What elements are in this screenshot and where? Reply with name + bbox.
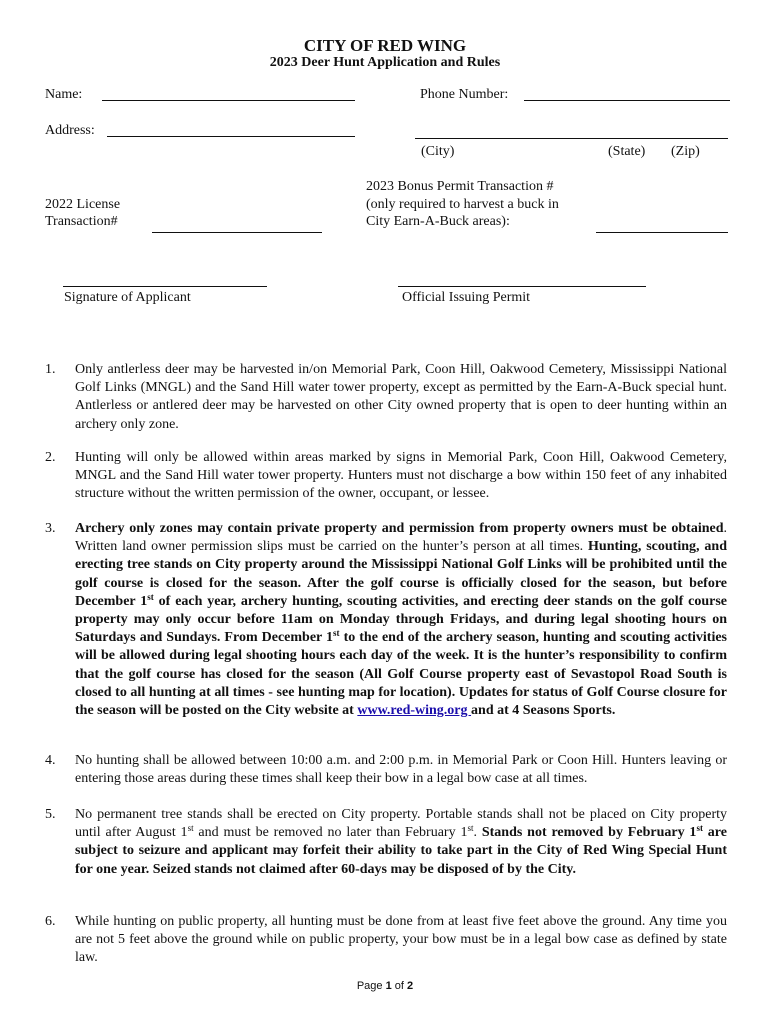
city-website-link[interactable]: www.red-wing.org [357, 703, 472, 719]
address-label: Address: [45, 123, 95, 138]
bonus-transaction-field[interactable] [596, 232, 728, 233]
bonus-label-line3: City Earn-A-Buck areas): [366, 214, 510, 229]
rule-5-sup-2: st [467, 823, 474, 834]
rule-text [75, 361, 727, 434]
page-title: CITY OF RED WING [303, 36, 467, 55]
rule-3-sup-1: st [147, 591, 154, 602]
rule-5-plain-a: No permanent tree stands shall be erected on City property. Portable stands shall not be placed on City property until after August 1 [75, 807, 727, 841]
rule-3-bold-a: Archery only zones may contain private property and permission from property owners must be obtained [75, 521, 724, 536]
signature-field[interactable] [63, 286, 267, 287]
rule-text [75, 449, 727, 504]
rule-5-plain-c: . [473, 825, 482, 841]
rule-2-text: Hunting will only be allowed within areas marked by signs in Memorial Park, Coon Hill, Oakwood Cemetery, MNGL and the Sand Hill water tower property. Hunters must not discharge a bow within 150 feet of any inhabited structure without the written permission of the owner, occupant, or lessee. [75, 450, 727, 502]
rule-3-bold-f: and at 4 Seasons Sports. [471, 703, 616, 719]
license-label-line1: 2022 License [45, 197, 121, 212]
name-field[interactable] [102, 100, 355, 101]
signature-label: Signature of Applicant [64, 290, 191, 305]
rule-4-text: No hunting shall be allowed between 10:00 a.m. and 2:00 p.m. in Memorial Park or Coon Hill. Hunters leaving or entering those areas during these times shall keep their bow in a legal bow case at all times. [75, 753, 727, 787]
issuing-permit-field[interactable] [398, 286, 646, 287]
rule-3-bold-d: of each year, archery hunting, scouting activities, and erecting deer stands on the golf course property may only occur before 11am on Monday through Fridays, and during legal shooting hours on Saturdays and Sundays. From December 1 [75, 593, 728, 646]
rule-text [75, 913, 727, 968]
rule-5-bold-d: Stands not removed by February 1 [481, 825, 697, 841]
rule-1-text: Only antlerless deer may be harvested in/on Memorial Park, Coon Hill, Oakwood Cemetery, Mississippi National Golf Links (MNGL) and the Sand Hill water tower property, except as permitted by the Earn-A-Buck special hunt. Antlerless or antlered deer may be harvested on other City owned property that is open to deer hunting within an archery only zone. [75, 362, 727, 432]
bonus-label-line2: (only required to harvest a buck in [366, 197, 559, 212]
rule-6-text: While hunting on public property, all hunting must be done from at least five feet above the ground. Any time you are not 5 feet above the ground while on public property, your bow must be in a legal bow case as defined by state law. [75, 914, 727, 966]
address-field[interactable] [107, 136, 355, 137]
rule-3-bold-e: to the end of the archery season, hunting and scouting activities will be allowed during legal shooting hours each day of the week. It is the hunter’s responsibility to confirm that the golf course has closed for the season (All Golf Course property east of Sevastopol Road South is closed to all hunting at all times - see hunting map for location). Updates for status of Golf Course closure for the season will be posted on the City website at [75, 630, 727, 719]
footer-of: of [391, 980, 408, 992]
phone-field[interactable] [524, 100, 730, 101]
rule-number: 3. [45, 521, 56, 536]
footer-page-prefix: Page [356, 980, 386, 992]
name-label: Name: [45, 87, 83, 102]
rule-number: 6. [45, 914, 56, 929]
zip-label: (Zip) [671, 144, 700, 159]
rule-text [75, 806, 727, 879]
state-label: (State) [608, 144, 646, 159]
footer-page-total: 2 [407, 980, 414, 992]
rule-5-text [75, 806, 727, 879]
license-label-line2: Transaction# [45, 214, 118, 229]
phone-label: Phone Number: [420, 87, 509, 102]
bonus-label-line1: 2023 Bonus Permit Transaction # [366, 179, 554, 194]
rule-3-sup-2: st [333, 628, 340, 639]
issuing-permit-label: Official Issuing Permit [402, 290, 531, 305]
rule-3-plain-b: . Written land owner permission slips must be carried on the hunter’s person at all times. [75, 521, 727, 555]
license-transaction-field[interactable] [152, 232, 322, 233]
rule-3-text [75, 520, 727, 720]
rule-5-sup-3: st [696, 823, 703, 834]
rule-number: 5. [45, 807, 56, 822]
rule-5-bold-e: are subject to seizure and applicant may forfeit their ability to take part in the City of Red Wing Special Hunt for one year. Seized stands not claimed after 60-days may be disposed of by the City. [75, 825, 727, 877]
page-subtitle: 2023 Deer Hunt Application and Rules [269, 55, 501, 70]
rule-number: 4. [45, 753, 56, 768]
rule-text [75, 520, 727, 720]
rule-5-sup-1: st [187, 823, 194, 834]
rule-number: 2. [45, 450, 56, 465]
city-label: (City) [421, 144, 455, 159]
rule-5-plain-b: and must be removed no later than February 1 [193, 825, 468, 841]
rule-number: 1. [45, 362, 56, 377]
footer-page-number: 1 [385, 980, 392, 992]
city-state-zip-field[interactable] [415, 138, 728, 139]
rule-3-bold-c: Hunting, scouting, and erecting tree stands on City property around the Mississippi National Golf Links will be prohibited until the golf course is closed for the season. After the golf course is officially closed for the season, but before December 1 [75, 539, 727, 609]
page-footer [0, 980, 770, 992]
rule-text [75, 752, 727, 788]
